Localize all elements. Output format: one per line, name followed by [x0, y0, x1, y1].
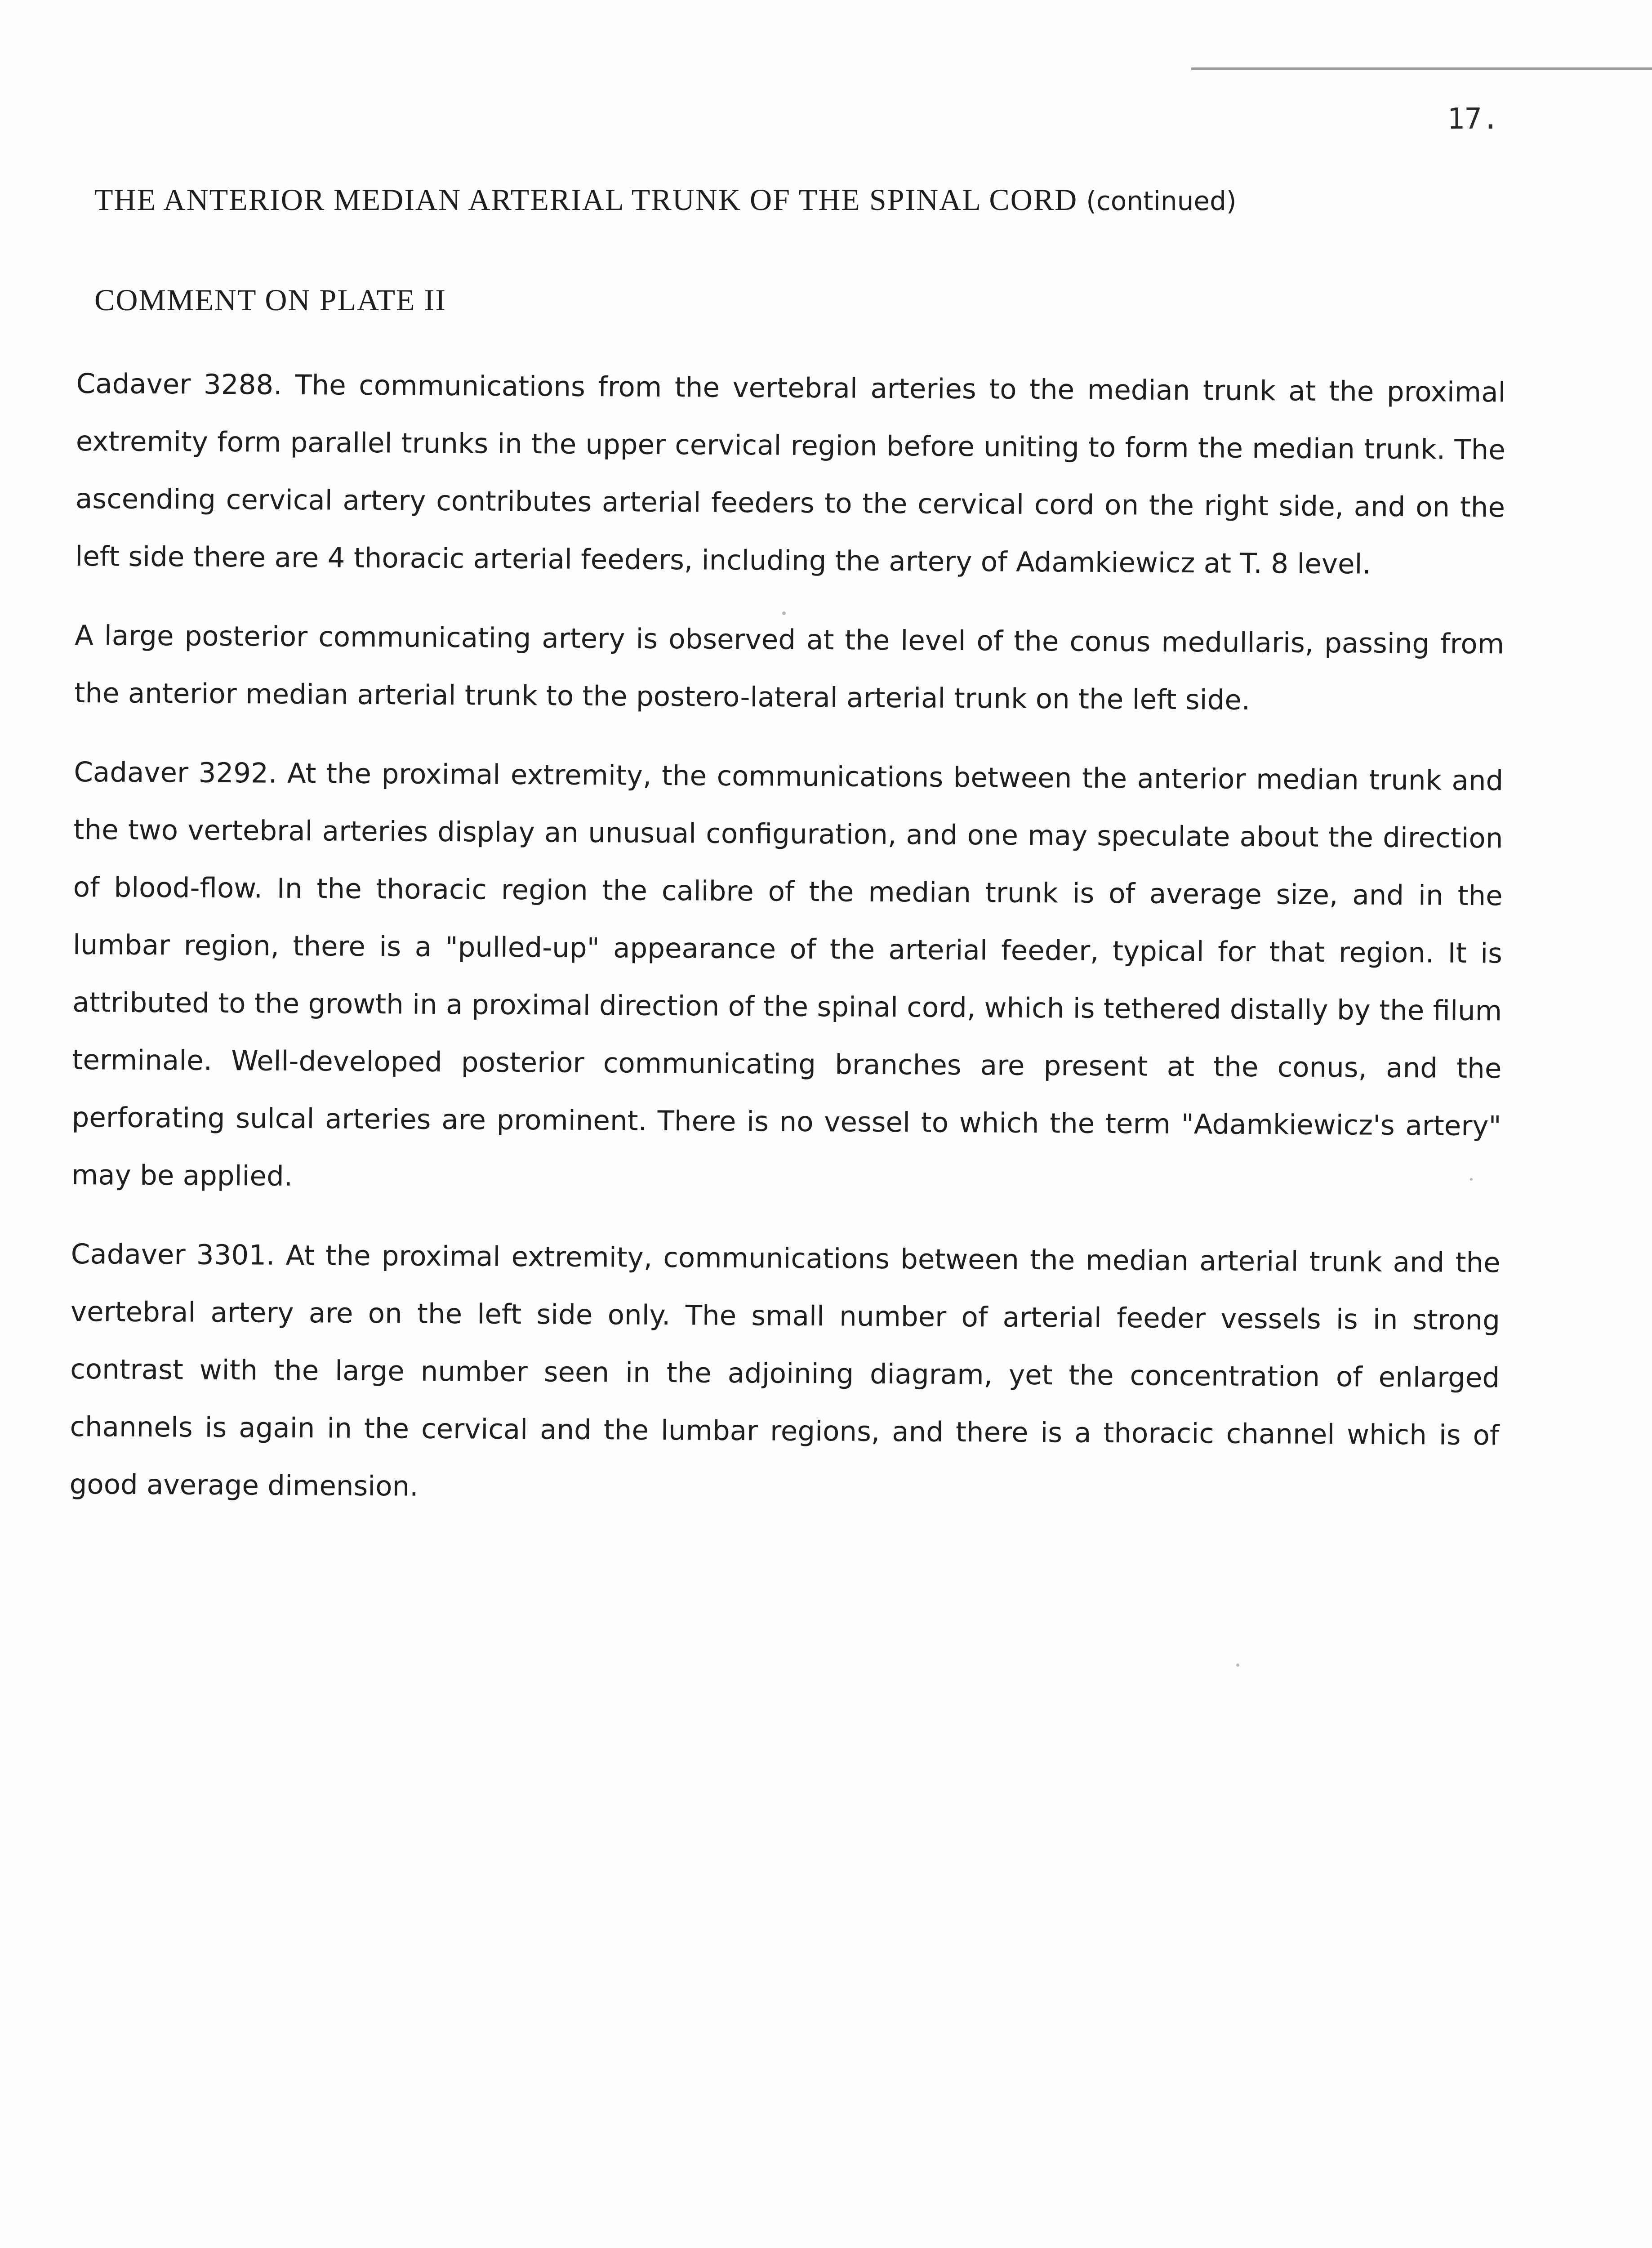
page-title	[94, 182, 1237, 218]
section-subtitle: COMMENT ON PLATE II	[94, 283, 446, 317]
title-suffix: (continued)	[1086, 186, 1237, 216]
paragraph-cadaver-3288	[75, 355, 1506, 594]
paragraph-cadaver-3301	[69, 1226, 1501, 1522]
page-number: 17.	[1447, 103, 1499, 136]
scan-speck	[1236, 1664, 1239, 1667]
scan-speck	[1470, 1178, 1473, 1181]
paragraph-lead: Cadaver 3292.	[74, 756, 277, 789]
scan-speck	[782, 611, 786, 615]
title-text: THE ANTERIOR MEDIAN ARTERIAL TRUNK OF THE SPINAL CORD	[94, 183, 1078, 217]
paragraph-text: At the proximal extremity, communications between the median arterial trunk and the vertebral artery are on the left side only. The small number of arterial feeder vessels is in strong contrast with the large number seen in the adjoining diagram, yet the concentration of enlarged channels is again in the cervical and the lumbar regions, and there is a thoracic channel which is of good average dimension.	[69, 1239, 1501, 1503]
body-text	[69, 355, 1506, 1543]
paragraph-text: A large posterior communicating artery is observed at the level of the conus medullaris, passing from the anterior median arterial trunk to the postero-lateral arterial trunk on the left side.	[74, 619, 1505, 716]
paragraph-lead: Cadaver 3301.	[71, 1238, 275, 1271]
paragraph-lead: Cadaver 3288.	[76, 367, 282, 401]
paragraph-text: The communications from the vertebral arteries to the median trunk at the proximal extremity form parallel trunks in the upper cervical region before uniting to form the median trunk. The ascending cervical artery contributes arterial feeders to the cervical cord on the right side, and on the left side there are 4 thoracic arterial feeders, including the artery of Adamkiewicz at T. 8 level.	[75, 369, 1506, 580]
paragraph-cadaver-3292	[71, 744, 1503, 1213]
paragraph-posterior-communicating	[74, 607, 1505, 731]
paragraph-text: At the proximal extremity, the communications between the anterior median trunk and the two vertebral arteries display an unusual configuration, and one may speculate about the direction of blood-flow. In the thoracic region the calibre of the median trunk is of average size, and in the lumbar region, there is a "pulled-up" appearance of the arterial feeder, typical for that region. It is attributed to the growth in a proximal direction of the spinal cord, which is tethered distally by the filum terminale. Well-developed posterior communicating branches are present at the conus, and the perforating sulcal arteries are prominent. There is no vessel to which the term "Adamkiewicz's artery" may be applied.	[71, 757, 1504, 1192]
scan-edge-line	[1191, 67, 1652, 70]
